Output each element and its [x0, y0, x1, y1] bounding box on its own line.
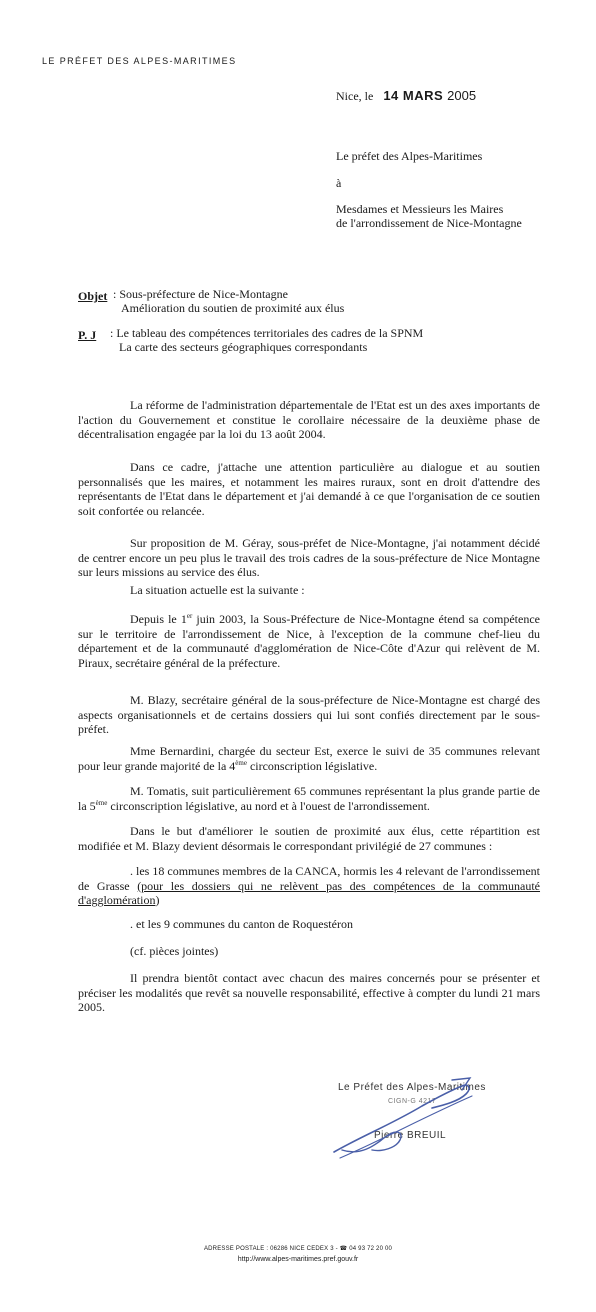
paragraph-10 — [78, 864, 540, 908]
pj-block — [78, 326, 96, 344]
stamp-title: Le Préfet des Alpes-Maritimes — [338, 1082, 486, 1093]
objet-line-2: Amélioration du soutien de proximité aux élus — [121, 301, 345, 315]
paragraph-7-sup: ème — [235, 758, 247, 767]
objet-label: Objet — [78, 289, 108, 303]
paragraph-8-sup: ème — [95, 798, 108, 807]
paragraph-5-text-b: juin 2003, la Sous-Préfecture de Nice-Montagne étend sa compétence sur le territoire de l'arrondissement de Nice, à l'exception de la commune chef-lieu du département et de la communauté d'agglomération de Nice-Côte d'Azur qui relèvent de M. Piraux, secrétaire général de la préfecture. — [78, 612, 540, 670]
paragraph-2: Dans ce cadre, j'attache une attention particulière au dialogue et au soutien personnalisés que les maires, et notamment les maires ruraux, sont en droit d'attendre des représentants de l'Etat dans le département et j'ai demandé à ce que l'organisation de ce soutien soit confortée ou relancée. — [78, 460, 540, 518]
paragraph-12: (cf. pièces jointes) — [130, 944, 219, 958]
paragraph-5-sup: er — [186, 612, 193, 620]
pj-line-2: La carte des secteurs géographiques correspondants — [119, 340, 368, 354]
date-stamp: 14 MARS — [383, 88, 444, 103]
paragraph-8-text-a: M. Tomatis, suit particulièrement 65 communes représentant la plus grande partie de la 5 — [78, 784, 540, 813]
objet-line-1: : Sous-préfecture de Nice-Montagne — [113, 287, 288, 301]
recipient-line-2: de l'arrondissement de Nice-Montagne — [336, 216, 522, 230]
stamp-code: CIGN-G 4217 — [388, 1098, 437, 1105]
date-line — [336, 88, 476, 104]
footer-postal-address: ADRESSE POSTALE : 06286 NICE CEDEX 3 - ☎ 04 93 72 20 00 — [203, 1246, 393, 1252]
letterhead: LE PRÉFET DES ALPES-MARITIMES — [42, 56, 237, 66]
objet-block — [78, 287, 107, 305]
paragraph-6: M. Blazy, secrétaire général de la sous-préfecture de Nice-Montagne est chargé des aspects organisationnels et de certains dossiers qui lui sont confiés directement par le sous-préfet. — [78, 693, 540, 736]
pj-label: P. J — [78, 328, 97, 342]
paragraph-13: Il prendra bientôt contact avec chacun des maires concernés pour se présenter et préciser les modalités que revêt sa nouvelle responsabilité, effective à compter du lundi 21 mars 2005. — [78, 971, 540, 1014]
paragraph-8-text-b: circonscription législative, au nord et à l'ouest de l'arrondissement. — [107, 798, 430, 813]
date-place: Nice, le — [336, 89, 374, 103]
footer-website-link[interactable]: http://www.alpes-maritimes.pref.gouv.fr — [237, 1256, 359, 1263]
to-word: à — [336, 176, 342, 190]
paragraph-9: Dans le but d'améliorer le soutien de proximité aux élus, cette répartition est modifiée et M. Blazy devient désormais le correspondant privilégié de 27 communes : — [78, 824, 540, 853]
pj-text — [110, 326, 423, 354]
pj-line-1: : Le tableau des compétences territoriales des cadres de la SPNM — [110, 326, 424, 340]
sender-line: Le préfet des Alpes-Maritimes — [336, 149, 483, 163]
paragraph-11: . et les 9 communes du canton de Roquestéron — [130, 917, 353, 931]
date-year: 2005 — [447, 88, 477, 103]
signer-name: Pierre BREUIL — [374, 1130, 447, 1141]
handwritten-signature-icon — [322, 1066, 492, 1166]
paragraph-1: La réforme de l'administration départementale de l'Etat est un des axes importants de l'action du Gouvernement et constitue le corollaire nécessaire de la deuxième phase de décentralisation engagée par la loi du 13 août 2004. — [78, 398, 540, 441]
paragraph-7 — [78, 744, 540, 773]
paragraph-5 — [78, 612, 540, 670]
paragraph-10-text-a: . les 18 communes membres de la CANCA, hormis les 4 relevant de l'arrondissement de Grasse — [78, 864, 540, 893]
paragraph-8 — [78, 784, 540, 813]
paragraph-4: La situation actuelle est la suivante : — [130, 583, 305, 597]
paragraph-10-underlined: (pour les dossiers qui ne relèvent pas des compétences de la communauté d'agglomération — [78, 878, 541, 907]
recipient-block — [336, 202, 522, 230]
paragraph-7-text-b: circonscription législative. — [246, 758, 378, 773]
paragraph-5-text-a: Depuis le 1 — [130, 612, 187, 626]
paragraph-7-text-a: Mme Bernardini, chargée du secteur Est, exerce le suivi de 35 communes relevant pour leur grande majorité de la 4 — [78, 744, 540, 773]
objet-text — [113, 287, 344, 315]
paragraph-10-text-b: ) — [155, 893, 160, 907]
recipient-line-1: Mesdames et Messieurs les Maires — [336, 202, 504, 216]
paragraph-3: Sur proposition de M. Géray, sous-préfet de Nice-Montagne, j'ai notamment décidé de centrer encore un peu plus le travail des trois cadres de la sous-préfecture de Nice Montagne sur leurs missions au service des élus. — [78, 536, 540, 579]
